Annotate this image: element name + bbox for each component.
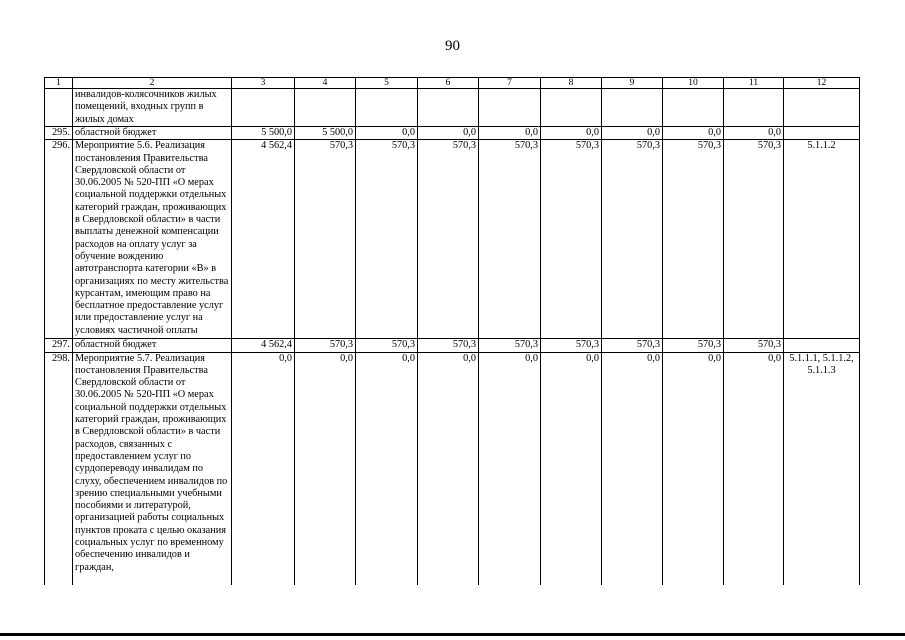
- value-cell: [295, 89, 356, 127]
- value-cell: 5 500,0: [232, 127, 295, 140]
- value-cell: 0,0: [541, 352, 602, 585]
- row-name-cell: областной бюджет: [73, 127, 232, 140]
- column-number: 12: [784, 78, 860, 89]
- value-cell: [232, 89, 295, 127]
- value-cell: 0,0: [602, 127, 663, 140]
- column-number: 9: [602, 78, 663, 89]
- value-cell: 4 562,4: [232, 140, 295, 339]
- page-bottom-rule: [0, 633, 905, 636]
- value-cell: 570,3: [479, 140, 541, 339]
- row-name-cell: областной бюджет: [73, 339, 232, 352]
- value-cell: 0,0: [418, 127, 479, 140]
- value-cell: [418, 89, 479, 127]
- value-cell: 0,0: [479, 127, 541, 140]
- table-row-continuation: [45, 89, 860, 127]
- value-cell: 570,3: [541, 140, 602, 339]
- value-cell: 570,3: [663, 140, 724, 339]
- value-cell: 0,0: [295, 352, 356, 585]
- column-number: 5: [356, 78, 418, 89]
- value-cell: 570,3: [418, 140, 479, 339]
- value-cell: [356, 89, 418, 127]
- value-cell: 0,0: [479, 352, 541, 585]
- table-row: [45, 339, 860, 352]
- value-cell: 570,3: [724, 140, 784, 339]
- column-number-row: [45, 78, 860, 89]
- value-cell: 0,0: [663, 127, 724, 140]
- value-cell: [541, 89, 602, 127]
- row-name-cell: Мероприятие 5.6. Реализация постановления Правительства Свердловской области от 30.06.2005 № 520-ПП «О мерах социальной поддержки отдельных категорий граждан, проживающих в Свердловской области» в части выплаты денежной компенсации расходов на оплату услуг за обучение вождению автотранспорта категории «В» в организациях по месту жительства курсантам, имеющим право на бесплатное предоставление услуг или предоставление услуг на условиях частичной оплаты: [73, 140, 232, 339]
- value-cell: 0,0: [724, 352, 784, 585]
- target-cell: [784, 89, 860, 127]
- target-cell: 5.1.1.2: [784, 140, 860, 339]
- column-number: 2: [73, 78, 232, 89]
- value-cell: 570,3: [602, 140, 663, 339]
- value-cell: [479, 89, 541, 127]
- table-row: [45, 127, 860, 140]
- value-cell: 0,0: [418, 352, 479, 585]
- column-number: 7: [479, 78, 541, 89]
- row-number-cell: 298.: [45, 352, 73, 585]
- column-number: 8: [541, 78, 602, 89]
- row-name-cell: инвалидов-колясочников жилых помещений, входных групп в жилых домах: [73, 89, 232, 127]
- row-number-cell: [45, 89, 73, 127]
- column-number: 11: [724, 78, 784, 89]
- value-cell: 570,3: [663, 339, 724, 352]
- row-name-cell: Мероприятие 5.7. Реализация постановления Правительства Свердловской области от 30.06.2005 № 520-ПП «О мерах социальной поддержки отдельных категорий граждан, проживающих в Свердловской области» в части расходов, связанных с предоставлением услуг по сурдопереводу инвалидам по слуху, обеспечением инвалидов по зрению специальными учебными пособиями и литературой, организацией работы социальных пунктов проката с целью оказания социальных услуг по временному обеспечению инвалидов и граждан,: [73, 352, 232, 585]
- program-table: [44, 77, 860, 585]
- table-row: [45, 140, 860, 339]
- value-cell: [724, 89, 784, 127]
- value-cell: [602, 89, 663, 127]
- column-number: 4: [295, 78, 356, 89]
- value-cell: 0,0: [724, 127, 784, 140]
- value-cell: 570,3: [418, 339, 479, 352]
- value-cell: 570,3: [541, 339, 602, 352]
- value-cell: 570,3: [295, 339, 356, 352]
- value-cell: 570,3: [479, 339, 541, 352]
- value-cell: 0,0: [356, 352, 418, 585]
- value-cell: 0,0: [663, 352, 724, 585]
- value-cell: 4 562,4: [232, 339, 295, 352]
- target-cell: 5.1.1.1, 5.1.1.2, 5.1.1.3: [784, 352, 860, 585]
- target-cell: [784, 339, 860, 352]
- page-number: 90: [445, 38, 460, 54]
- value-cell: 0,0: [602, 352, 663, 585]
- value-cell: 0,0: [232, 352, 295, 585]
- column-number: 1: [45, 78, 73, 89]
- value-cell: 0,0: [541, 127, 602, 140]
- target-cell: [784, 127, 860, 140]
- column-number: 10: [663, 78, 724, 89]
- value-cell: 570,3: [356, 140, 418, 339]
- value-cell: 570,3: [295, 140, 356, 339]
- value-cell: [663, 89, 724, 127]
- row-number-cell: 295.: [45, 127, 73, 140]
- column-number: 3: [232, 78, 295, 89]
- row-number-cell: 296.: [45, 140, 73, 339]
- value-cell: 0,0: [356, 127, 418, 140]
- value-cell: 5 500,0: [295, 127, 356, 140]
- column-number: 6: [418, 78, 479, 89]
- row-number-cell: 297.: [45, 339, 73, 352]
- value-cell: 570,3: [602, 339, 663, 352]
- value-cell: 570,3: [724, 339, 784, 352]
- value-cell: 570,3: [356, 339, 418, 352]
- table-row: [45, 352, 860, 585]
